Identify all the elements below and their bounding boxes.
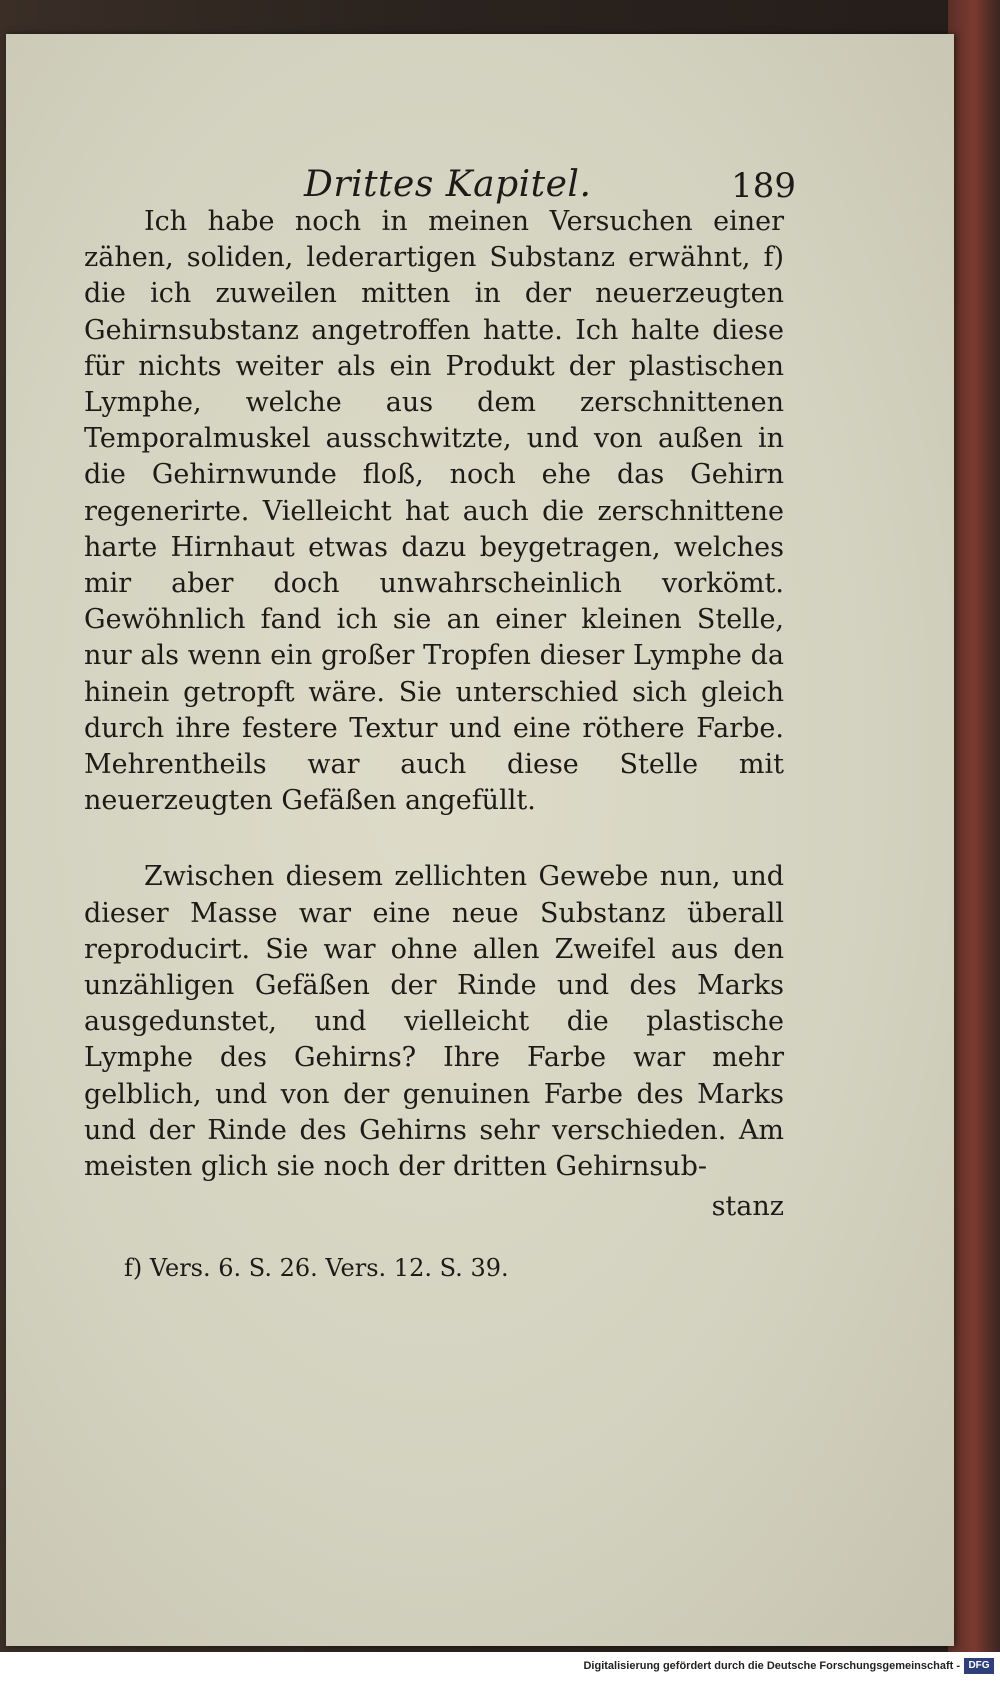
running-head bbox=[84, 144, 796, 206]
digitization-footer bbox=[0, 1652, 1000, 1683]
page-content bbox=[84, 144, 796, 1283]
digitization-credit: Digitalisierung gefördert durch die Deutsche Forschungsgemeinschaft - bbox=[583, 1660, 960, 1672]
page-number: 189 bbox=[731, 166, 796, 206]
paragraph-1: Ich habe noch in meinen Versuchen einer zähen, soliden, lederartigen Substanz erwähnt, f) die ich zuweilen mitten in der neuerzeugten Gehirnsubstanz angetroffen hatte. Ich halte diese für nichts weiter als ein Produkt der plastischen Lymphe, welche aus dem zerschnittenen Temporalmuskel ausschwitzte, und von außen in die Gehirnwunde floß, noch ehe das Gehirn regenerirte. Vielleicht hat auch die zerschnittene harte Hirnhaut etwas dazu beygetragen, welches mir aber doch unwahrscheinlich vorkömt. Gewöhnlich fand ich sie an einer kleinen Stelle, nur als wenn ein großer Tropfen dieser Lymphe da hinein getropft wäre. Sie unterschied sich gleich durch ihre festere Textur und eine röthere Farbe. Mehrentheils war auch diese Stelle mit neuerzeugten Gefäßen angefüllt. bbox=[84, 206, 784, 817]
dfg-logo-icon: DFG bbox=[964, 1658, 994, 1674]
paragraph-2: Zwischen diesem zellichten Gewebe nun, und dieser Masse war eine neue Substanz überall reproducirt. Sie war ohne allen Zweifel aus den unzähligen Gefäßen der Rinde und des Marks ausgedunstet, und vielleicht die plastische Lymphe des Gehirns? Ihre Farbe war mehr gelblich, und von der genuinen Farbe des Marks und der Rinde des Gehirns sehr verschieden. Am meisten glich sie noch der dritten Gehirnsub- bbox=[84, 861, 784, 1183]
running-title: Drittes Kapitel. bbox=[304, 164, 592, 205]
catchword: stanz bbox=[711, 1191, 784, 1223]
book-page bbox=[6, 34, 954, 1646]
footnote-gap bbox=[84, 1225, 784, 1243]
book-cover-edge bbox=[948, 0, 1000, 1683]
footnote: f) Vers. 6. S. 26. Vers. 12. S. 39. bbox=[124, 1254, 509, 1283]
body-text bbox=[84, 204, 784, 1185]
